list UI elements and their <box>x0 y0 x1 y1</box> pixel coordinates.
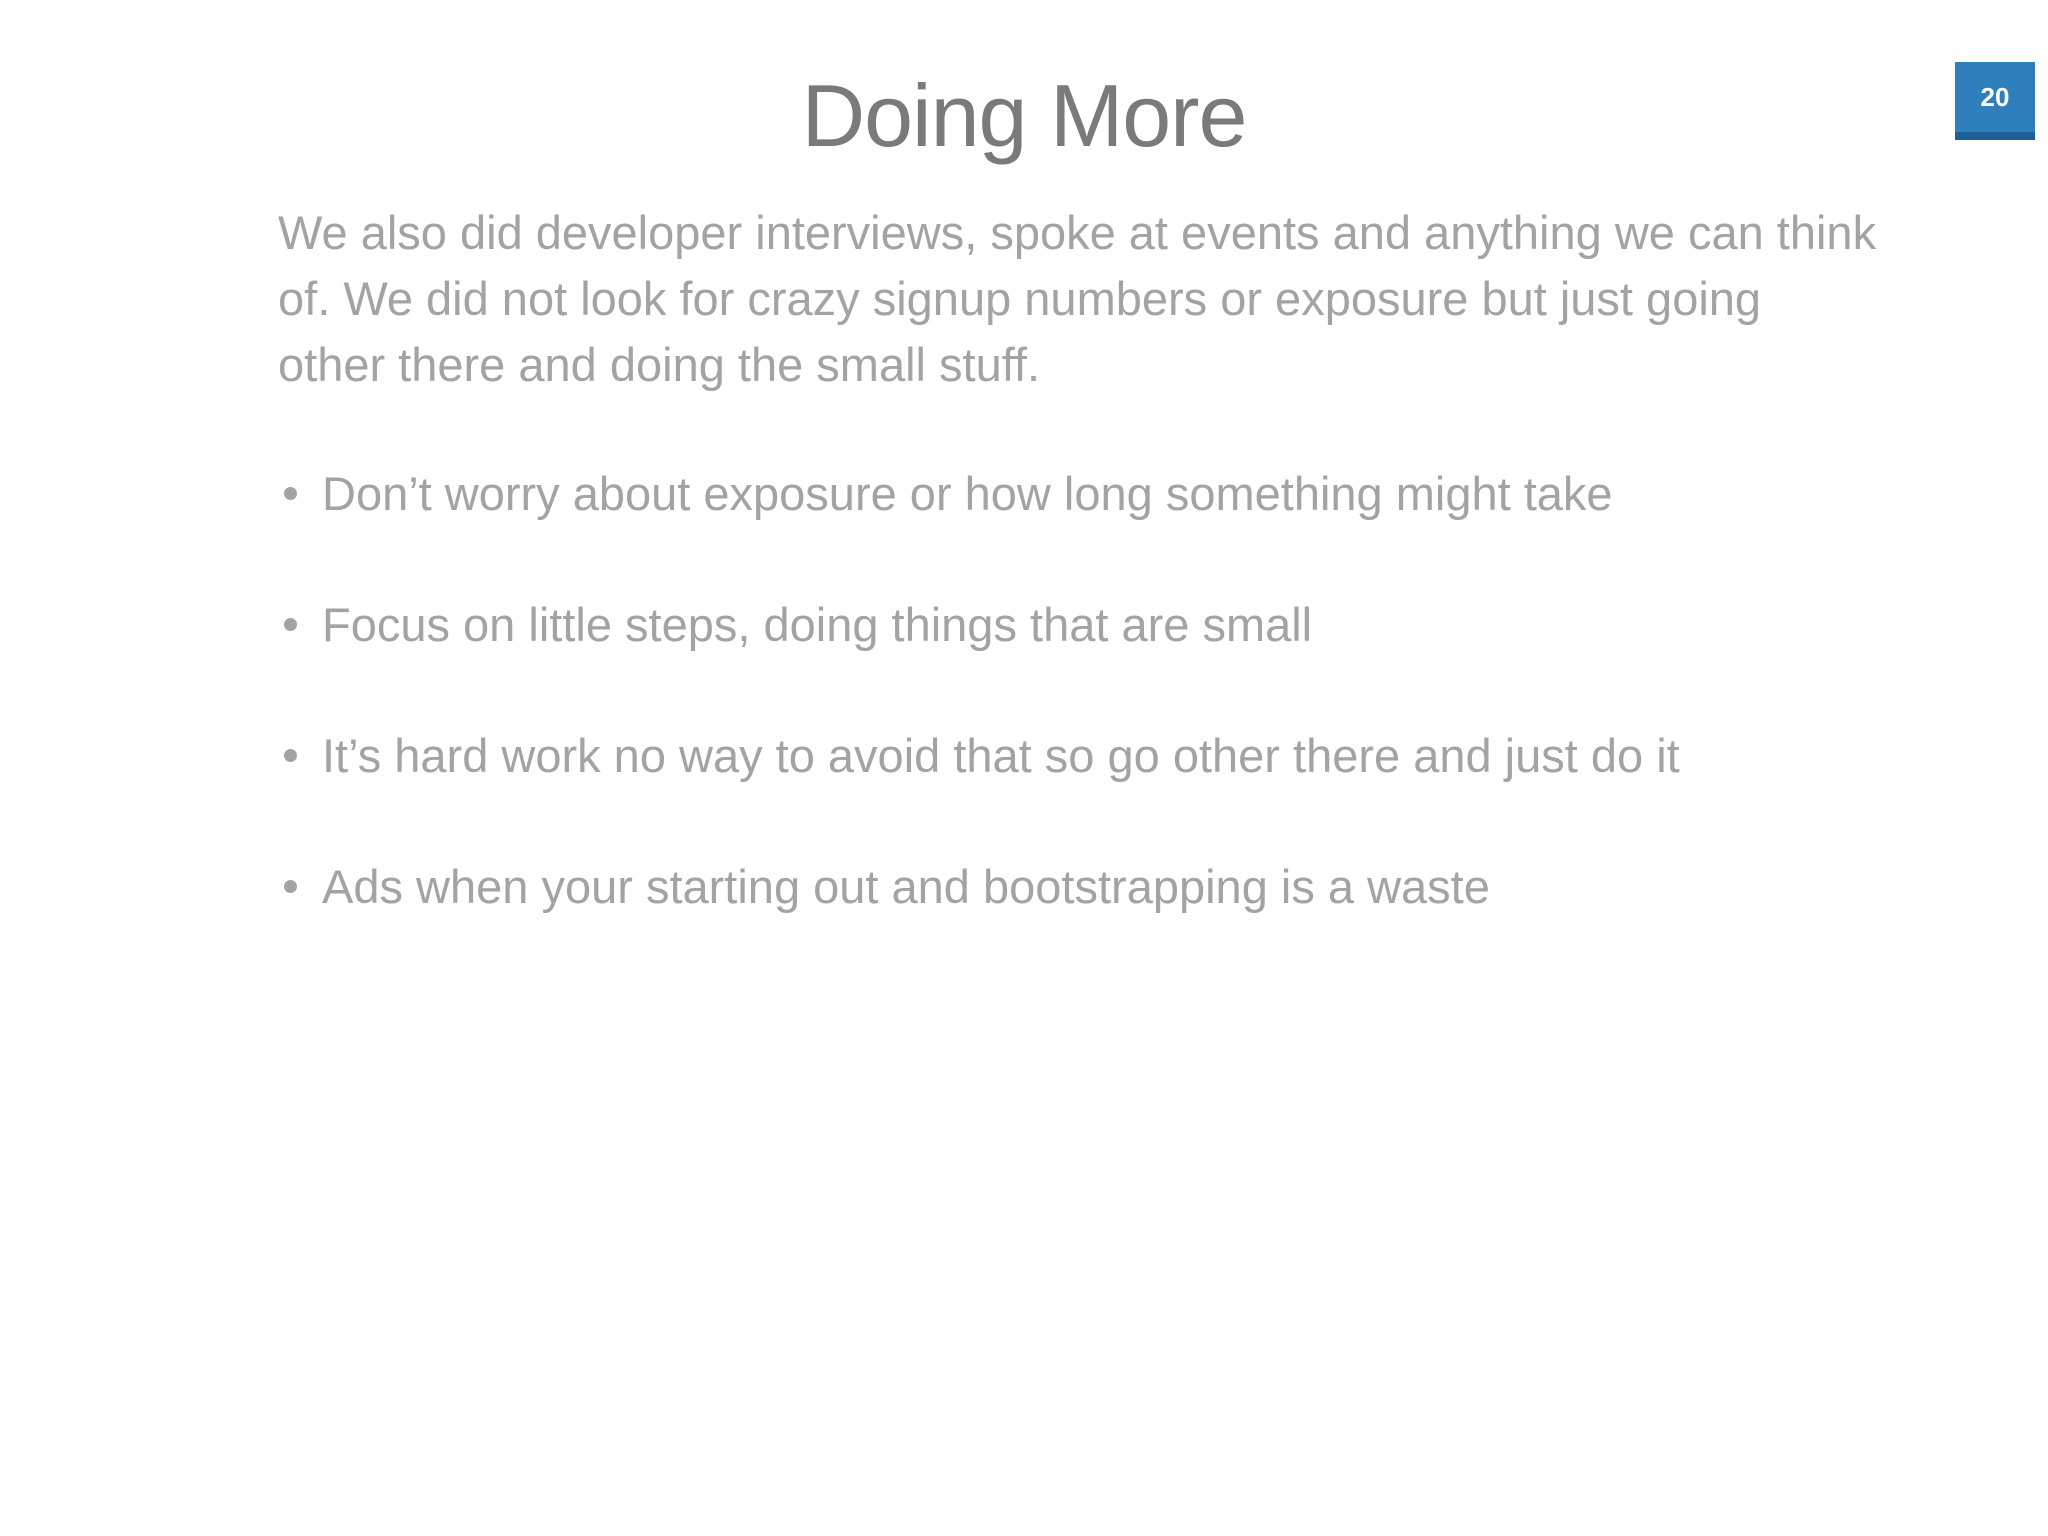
bullet-item <box>278 460 1878 526</box>
bullet-dot-icon <box>284 618 297 631</box>
bullet-text: Don’t worry about exposure or how long something might take <box>322 466 1613 520</box>
bullet-item <box>278 853 1878 919</box>
bullet-item <box>278 722 1878 788</box>
bullet-dot-icon <box>284 880 297 893</box>
bullet-dot-icon <box>284 487 297 500</box>
intro-paragraph: We also did developer interviews, spoke at events and anything we can think of. We did not look for crazy signup numbers or exposure but just going other there and doing the small stuff. <box>278 206 1877 391</box>
bullet-text: It’s hard work no way to avoid that so go other there and just do it <box>322 728 1680 782</box>
page-number-badge <box>1955 62 2035 140</box>
bullet-dot-icon <box>284 749 297 762</box>
page-number: 20 <box>1980 81 2010 112</box>
bullet-item <box>278 591 1878 657</box>
bullet-text: Focus on little steps, doing things that are small <box>322 597 1313 651</box>
slide-title: Doing More <box>801 66 1247 165</box>
bullet-text: Ads when your starting out and bootstrapping is a waste <box>322 859 1490 913</box>
bullet-list <box>278 460 1878 984</box>
